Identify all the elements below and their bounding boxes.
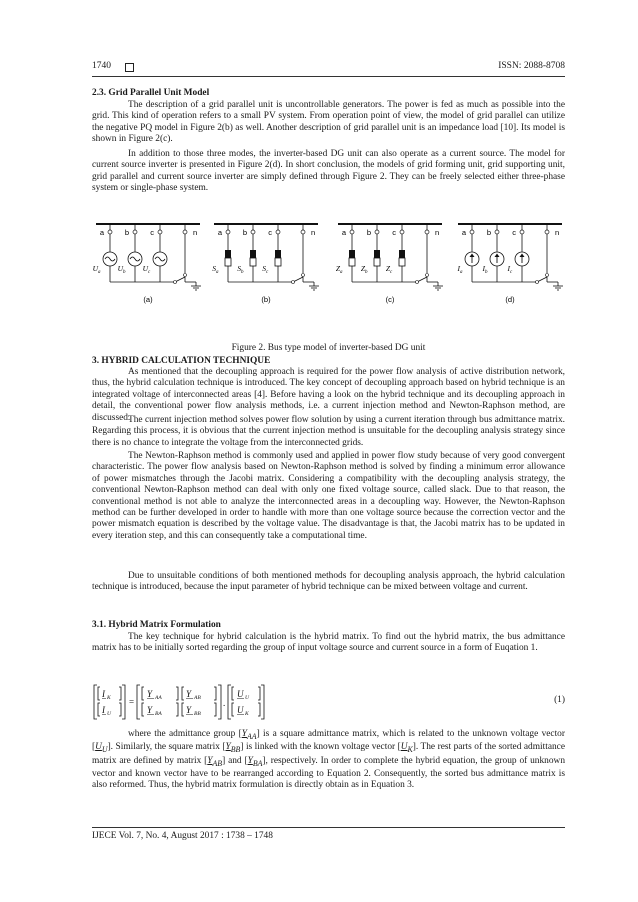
- source-subscript: b: [365, 270, 368, 275]
- svg-text:I: I: [102, 705, 105, 715]
- terminal-label: a: [461, 228, 466, 237]
- figure-2-diagram: [92, 222, 565, 330]
- power-source-icon: [225, 258, 231, 266]
- source-subscript: a: [216, 270, 219, 275]
- svg-text:Y: Y: [147, 689, 153, 699]
- source-label: S: [262, 264, 266, 273]
- svg-text:BA: BA: [155, 711, 162, 717]
- terminal-label: c: [268, 228, 272, 237]
- source-subscript: c: [390, 270, 393, 275]
- svg-text:Y: Y: [186, 705, 192, 715]
- equation-number: (1): [554, 695, 565, 705]
- source-label: S: [212, 264, 216, 273]
- source-subscript: a: [98, 270, 101, 275]
- terminal-label: c: [150, 228, 154, 237]
- square-glyph-icon: [125, 63, 134, 72]
- svg-text:Y: Y: [186, 689, 192, 699]
- svg-text:U: U: [237, 689, 244, 699]
- svg-text:U: U: [245, 695, 249, 701]
- panel-label: (c): [385, 295, 395, 304]
- svg-text:BB: BB: [194, 711, 201, 717]
- terminal-label: a: [341, 228, 346, 237]
- paragraph: The current injection method solves power flow solution by using a current iteration through bus admittance matrix. Regarding this process, it is obvious that the current injection method is unsuitable for the decoupling analysis strategy since there is no chance to integrate the voltage from the interconnected grids.: [92, 415, 565, 448]
- source-label: I: [482, 264, 485, 273]
- terminal-label: b: [366, 228, 371, 237]
- svg-text:AB: AB: [194, 695, 201, 701]
- svg-text:U: U: [237, 705, 244, 715]
- source-label: U: [117, 264, 123, 273]
- figure-caption: Figure 2. Bus type model of inverter-based DG unit: [231, 343, 426, 353]
- source-label: U: [142, 264, 148, 273]
- svg-text:Y: Y: [147, 705, 153, 715]
- paragraph: In addition to those three modes, the inverter-based DG unit can also operate as a current source. The model for current source inverter is presented in Figure 2(d). In short conclusion, the models of grid forming unit, grid supporting unit, grid parallel and current source inverter are simply defined through Figure 2. They can be freely selected either three-phase system or single-phase system.: [92, 149, 565, 194]
- terminal-label: b: [124, 228, 129, 237]
- impedance-icon: [399, 258, 405, 266]
- paragraph: The key technique for hybrid calculation is the hybrid matrix. To find out the hybrid matrix, the bus admittance matrix has to be initially sorted regarding the group of input voltage source and current source in a form of Euqation 1.: [92, 632, 565, 654]
- terminal-label: b: [242, 228, 247, 237]
- source-label: I: [507, 264, 510, 273]
- section-heading-3: 3. HYBRID CALCULATION TECHNIQUE: [92, 356, 271, 366]
- section-heading-2-3: 2.3. Grid Parallel Unit Model: [92, 88, 210, 98]
- journal-issn: ISSN: 2088-8708: [498, 61, 565, 71]
- source-subscript: c: [148, 270, 151, 275]
- panel-c: [336, 224, 443, 304]
- svg-text:=: =: [129, 697, 135, 707]
- terminal-label: n: [435, 228, 440, 237]
- panel-b: [212, 224, 319, 304]
- power-source-icon: [275, 258, 281, 266]
- terminal-label: n: [555, 228, 560, 237]
- source-label: Z: [385, 264, 390, 273]
- terminal-label: c: [392, 228, 396, 237]
- panel-a: [93, 224, 201, 304]
- impedance-icon: [374, 258, 380, 266]
- page-number: 1740: [92, 61, 111, 71]
- impedance-icon: [349, 258, 355, 266]
- svg-text:U: U: [107, 711, 111, 717]
- footer-rule: [92, 827, 565, 828]
- panel-d: [457, 224, 564, 304]
- svg-text:K: K: [107, 695, 111, 701]
- source-subscript: c: [510, 270, 513, 275]
- source-subscript: b: [123, 270, 126, 275]
- svg-text:AA: AA: [155, 695, 162, 701]
- source-subscript: a: [340, 270, 343, 275]
- paragraph: The Newton-Raphson method is commonly used and applied in power flow study because of very good convergent characteristic. The power flow analysis based on Newton-Raphson method is solved by finding a minimum error allowance of power mismatches through the Jacobi matrix. Considering a compatibility with the decoupling analysis strategy, the conventional Newton-Raphson method can deal with only one fixed voltage source, called slack. Due to that reason, the conventional method is not able to analyze the interconnected areas in a decoupling way. However, the Newton-Raphson method can be further developed in order to handle with more than one voltage source because the correction vector and the power mismatch equation is described by the voltage value. The disadvantage is that, the Jacobi matrix has to be updated in every iteration step, and this can consequently take a computational time.: [92, 451, 565, 541]
- source-subscript: b: [241, 270, 244, 275]
- source-label: Z: [335, 264, 340, 273]
- terminal-label: a: [217, 228, 222, 237]
- source-label: Z: [360, 264, 365, 273]
- header-rule: [92, 76, 565, 77]
- paragraph: Due to unsuitable conditions of both mentioned methods for decoupling analysis approach, the hybrid calculation technique is introduced, because the input parameter of hybrid technique can be mixed between voltage and current.: [92, 571, 565, 593]
- terminal-label: n: [193, 228, 198, 237]
- panel-label: (a): [143, 295, 153, 304]
- running-header: [92, 61, 565, 75]
- paragraph: As mentioned that the decoupling approach is required for the power flow analysis of active distribution network, thus, the hybrid calculation technique is introduced. The key concept of decoupling approach based on hybrid technique is an integrated voltage of interconnected areas [4]. Before having a look on the hybrid technique and its decoupling approach in detail, the conventional power flow analysis methods, i.e. a current injection method and Newton-Raphson method, are discussed.: [92, 367, 565, 423]
- equation-1-matrix: [92, 682, 292, 722]
- svg-text:I: I: [102, 689, 105, 699]
- terminal-label: c: [512, 228, 516, 237]
- source-subscript: c: [266, 270, 269, 275]
- source-label: U: [92, 264, 98, 273]
- terminal-label: n: [311, 228, 316, 237]
- power-source-icon: [250, 258, 256, 266]
- journal-footer: IJECE Vol. 7, No. 4, August 2017 : 1738 – 1748: [92, 831, 273, 841]
- svg-text:.: .: [223, 698, 226, 708]
- source-subscript: a: [460, 270, 463, 275]
- terminal-label: b: [486, 228, 491, 237]
- section-heading-3-1: 3.1. Hybrid Matrix Formulation: [92, 620, 221, 630]
- panel-label: (b): [261, 295, 271, 304]
- paragraph-admittance: where the admittance group $[Y_{AA}]$ is a square admittance matrix, which is related to the unknown voltage vector $[U_U]$. Similarly, the square matrix $[Y_{BB}]$ is linked with the known voltage vector $[U_K]$. The rest parts of the sorted admittance matrix are defined by matrix $[Y_{AB}]$ and $[Y_{BA}]$, respectively. In order to complete the hybrid equation, the group of unknown vector and known vector have to be rearranged according to Equation 2. Consequently, the sorted bus admittance matrix is also reformed. Thus, the hybrid matrix formulation is directly obtain as in Equation 3.: [92, 729, 566, 791]
- paragraph: The description of a grid parallel unit is uncontrollable generators. The power is fed as much as possible into the grid. This kind of operation refers to a small PV system. From operation point of view, the model of grid parallel can utilize the negative PQ model in Figure 2(b) as well. Another description of grid parallel unit is an impedance load [10]. Its model is shown in Figure 2(c).: [92, 100, 565, 145]
- svg-text:K: K: [245, 711, 249, 717]
- terminal-label: a: [99, 228, 104, 237]
- source-subscript: b: [485, 270, 488, 275]
- panel-label: (d): [505, 295, 515, 304]
- source-label: I: [457, 264, 460, 273]
- source-label: S: [237, 264, 241, 273]
- figure-2: [92, 222, 565, 330]
- equation-1: [92, 682, 565, 722]
